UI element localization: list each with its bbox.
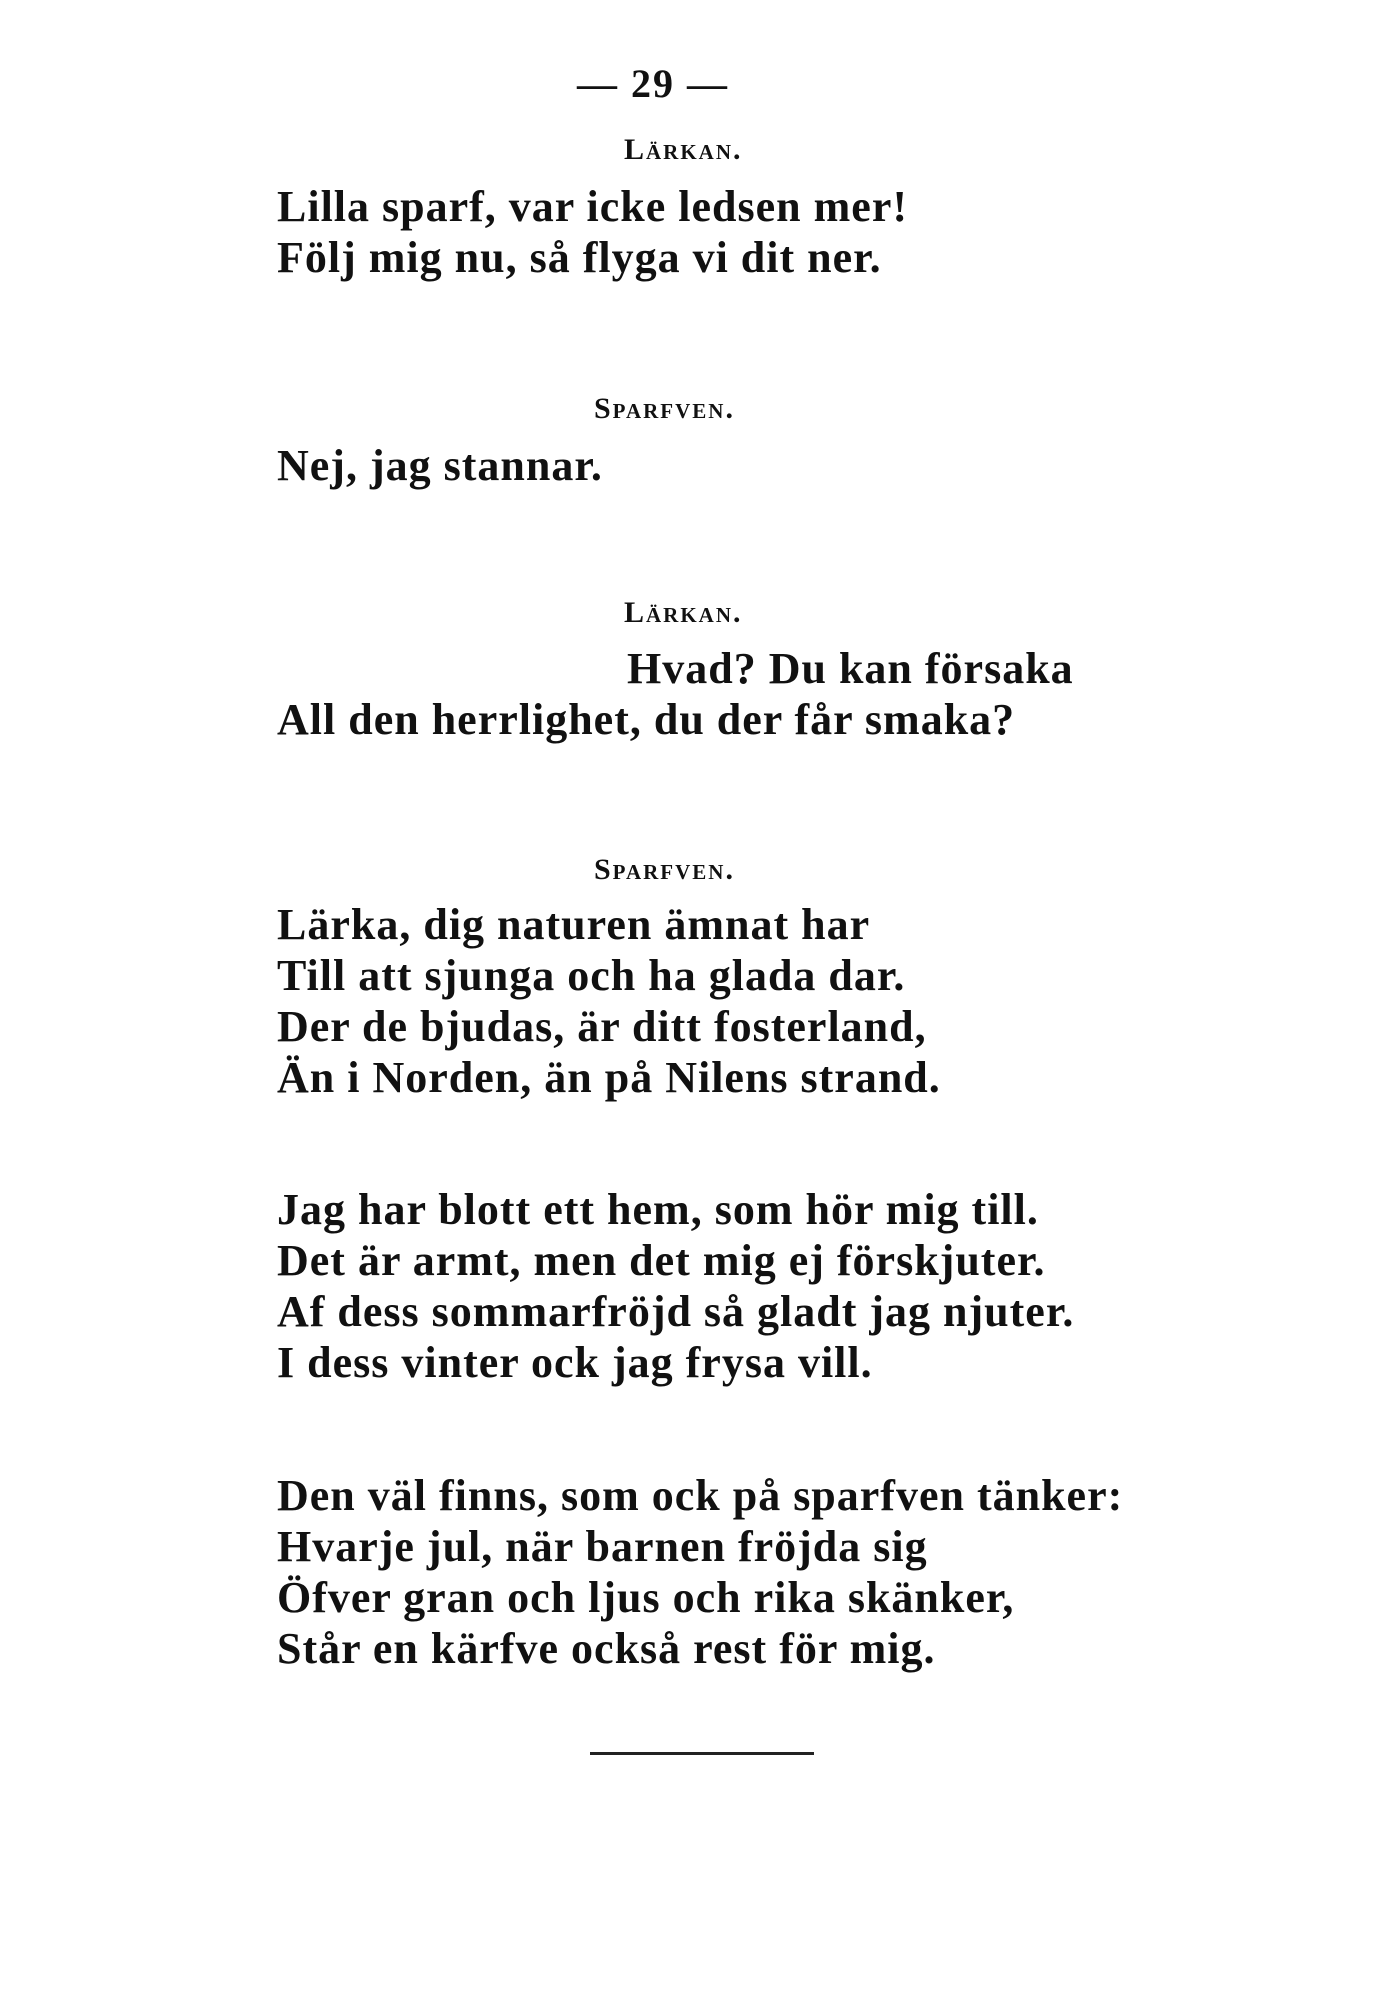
verse-line: Det är armt, men det mig ej förskjuter.	[277, 1236, 1046, 1285]
verse-line: Nej, jag stannar.	[277, 441, 603, 490]
page-number: — 29 —	[577, 61, 729, 106]
verse-line: Än i Norden, än på Nilens strand.	[277, 1053, 941, 1102]
verse-line: All den herrlighet, du der får smaka?	[277, 695, 1016, 744]
speaker-heading: Sparfven.	[594, 392, 735, 425]
verse-line: Står en kärfve också rest för mig.	[277, 1624, 936, 1673]
verse-line: Af dess sommarfröjd så gladt jag njuter.	[277, 1287, 1075, 1336]
verse-line: Hvarje jul, när barnen fröjda sig	[277, 1522, 928, 1571]
verse-line: Till att sjunga och ha glada dar.	[277, 951, 906, 1000]
verse-line: Öfver gran och ljus och rika skänker,	[277, 1573, 1015, 1622]
verse-line: Hvad? Du kan försaka	[627, 644, 1074, 693]
verse-line: Följ mig nu, så flyga vi dit ner.	[277, 233, 882, 282]
verse-line: Lilla sparf, var icke ledsen mer!	[277, 182, 908, 231]
verse-line: I dess vinter ock jag frysa vill.	[277, 1338, 873, 1387]
closing-rule	[590, 1752, 814, 1755]
verse-line: Den väl finns, som ock på sparfven tänker:	[277, 1471, 1124, 1520]
speaker-heading: Lärkan.	[624, 133, 743, 166]
verse-line: Jag har blott ett hem, som hör mig till.	[277, 1185, 1039, 1234]
verse-line: Der de bjudas, är ditt fosterland,	[277, 1002, 927, 1051]
speaker-heading: Sparfven.	[594, 853, 735, 886]
speaker-heading: Lärkan.	[624, 596, 743, 629]
verse-line: Lärka, dig naturen ämnat har	[277, 900, 871, 949]
